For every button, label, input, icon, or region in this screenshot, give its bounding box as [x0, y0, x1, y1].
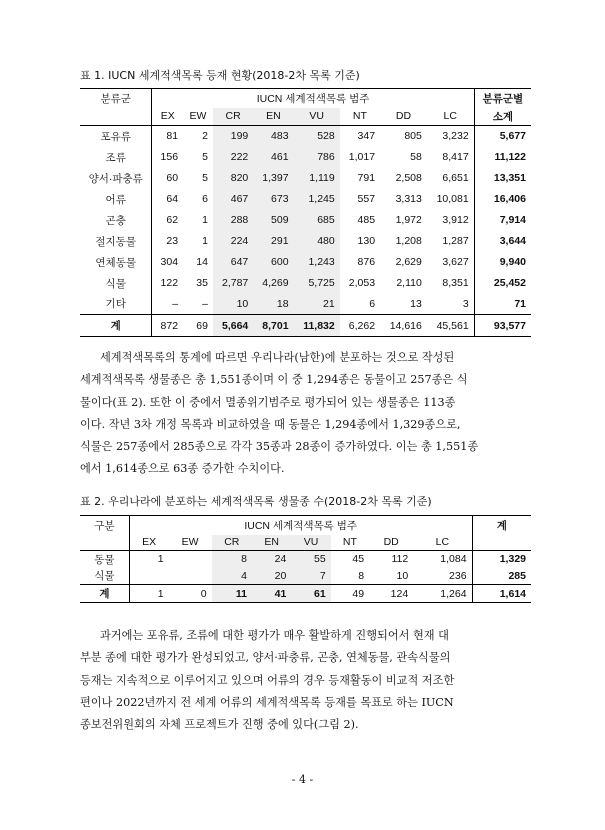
table2-cell: 1,084 [440, 553, 467, 566]
table1-cell: 21 [294, 294, 340, 315]
table2-cell: 24 [252, 551, 291, 568]
table1-cell: 1,119 [294, 168, 340, 189]
table1-row-label: 포유류 [80, 126, 152, 147]
table1-cell: 3 [462, 297, 469, 310]
table1-cell: 81 [166, 130, 179, 143]
table2-category-en: EN [252, 535, 291, 551]
paragraph1-line: 세계적색목록의 통계에 따르면 우리나라(남한)에 분포하는 것으로 작성된 [100, 351, 455, 364]
table1-cell: 3,313 [395, 193, 422, 205]
table1-cell: 1,243 [294, 252, 340, 273]
table1-row-total: 7,914 [474, 210, 531, 231]
table2-category-ew: EW [169, 535, 212, 551]
table1-cell: 14 [196, 256, 208, 268]
table1-cell: 2,053 [348, 277, 376, 289]
table2-sum-label: 계 [80, 585, 129, 603]
table1-sum-cell: 8,701 [253, 315, 293, 337]
table1-cell: 1 [202, 235, 208, 247]
table2-row-total: 285 [472, 568, 531, 585]
table1-row [80, 231, 531, 252]
table2-category-vu: VU [291, 535, 330, 551]
table2-cell: 4 [212, 568, 252, 585]
table1-blank-cell [80, 108, 152, 126]
table1-cell: 3,912 [442, 214, 469, 226]
table1-cell: 1 [202, 214, 208, 226]
table1-cell: 304 [160, 256, 179, 268]
table2-row-total: 1,329 [472, 551, 531, 568]
table1-row-total: 71 [474, 294, 531, 315]
table1-cell: 8,351 [442, 277, 469, 289]
table2-sum-cell: 0 [169, 585, 212, 603]
table1-row-total: 9,940 [474, 252, 531, 273]
table2-category-lc: LC [413, 535, 472, 551]
table1-cell: 156 [160, 151, 179, 163]
table1-cell: 199 [213, 126, 253, 147]
table2-cell: 20 [252, 568, 291, 585]
table1-row-label: 양서·파충류 [80, 168, 152, 189]
table1-cell: 10,081 [436, 193, 469, 205]
table2-grand-total: 1,614 [472, 585, 531, 603]
table1-row-total: 13,351 [474, 168, 531, 189]
table1-cell: 6 [369, 297, 376, 310]
table1-cell: 485 [357, 214, 376, 226]
paragraph1-line: 이다. 작년 3차 개정 목록과 비교하였을 때 동물은 1,294종에서 1,329종으로, [80, 417, 461, 431]
table1-category-ex: EX [152, 108, 183, 126]
table2-sum-cell: 1,264 [413, 585, 472, 603]
table1-row-total: 11,122 [474, 147, 531, 168]
table1-cell: 2,629 [395, 256, 422, 268]
paragraph2-line: 종보전위원회의 자체 프로젝트가 진행 중에 있다(그림 2). [80, 718, 359, 732]
table1-row-label: 어류 [80, 189, 152, 210]
table1-row-label: 절지동물 [80, 231, 152, 252]
table1-cell: 791 [357, 172, 376, 184]
table1-cell: 600 [253, 252, 293, 273]
table1-cell: 467 [213, 189, 253, 210]
page-number: - 4 - [291, 773, 314, 786]
table1-cell: 673 [253, 189, 293, 210]
table1-cell: 18 [253, 294, 293, 315]
table1-sum-cell: 45,561 [427, 315, 474, 337]
table2-group-header: 구분 [80, 516, 129, 535]
table1-row-label: 곤충 [80, 210, 152, 231]
table1-cell: 130 [357, 235, 376, 247]
table1-cell: 1,287 [442, 235, 469, 247]
table1-cell: 347 [357, 130, 376, 143]
table1-sum-cell: 872 [152, 315, 183, 337]
table1-cell: 647 [213, 252, 253, 273]
table1-cell: 62 [166, 214, 179, 226]
table1-grand-total: 93,577 [474, 315, 531, 337]
table1-total-header: 분류군별 [474, 89, 531, 108]
table2-sum-cell: 41 [252, 585, 291, 603]
paragraph2-line: 편이나 2022년까지 전 세계 어류의 세계적색목록 등재를 목표로 하는 IUCN [80, 695, 454, 709]
table2-blank-cell [472, 535, 531, 551]
table1-group-header: 분류군 [80, 89, 152, 108]
table1-sum-row [80, 315, 531, 337]
table2-category-nt: NT [331, 535, 369, 551]
table1-row-total: 16,406 [474, 189, 531, 210]
table1-cell: 288 [213, 210, 253, 231]
table1-cell: 509 [253, 210, 293, 231]
table1-category-en: EN [253, 108, 293, 126]
table1-cell: 1,017 [348, 151, 376, 163]
table1-cell: 3,627 [442, 256, 469, 268]
table2-cell: 8 [212, 551, 252, 568]
table1-row [80, 252, 531, 273]
table1-row-total: 3,644 [474, 231, 531, 252]
table1-cell: 60 [166, 172, 179, 184]
table1-cell: 58 [410, 151, 422, 163]
table1-row [80, 126, 531, 147]
paragraph2-line: 과거에는 포유류, 조류에 대한 평가가 매우 활발하게 진행되어서 현재 대 [100, 629, 449, 642]
table1-sum-cell: 5,664 [213, 315, 253, 337]
table1-cell: 3,232 [442, 130, 469, 143]
table1-cell: 2 [202, 130, 208, 143]
paragraph1-line: 식물은 257종에서 285종으로 각각 35종과 28종이 증가하였다. 이는 총 1,551종 [80, 440, 479, 454]
table1-cell: 876 [357, 256, 376, 268]
table1-cell: 528 [294, 126, 340, 147]
table1-row [80, 294, 531, 315]
paragraph-history [80, 625, 530, 736]
table2-cell: 112 [391, 553, 409, 566]
table1-cell: 5 [202, 151, 208, 163]
table1-cell: 480 [294, 231, 340, 252]
table1-cell: 64 [166, 193, 179, 205]
table2-cell [129, 568, 168, 585]
table2-sum-cell: 1 [129, 585, 168, 603]
table2-cell: 1 [157, 553, 164, 566]
table1-row-total: 25,452 [474, 273, 531, 294]
table2-sum-cell: 49 [331, 585, 369, 603]
table1-row-label: 기타 [80, 294, 152, 315]
table1-cell: 13 [410, 297, 422, 310]
table1-cell: 557 [357, 193, 376, 205]
table2-row [80, 551, 531, 568]
paragraph1-line: 에서 1,614종으로 63종 증가한 수치이다. [80, 462, 285, 476]
table2-cell: 10 [396, 569, 409, 582]
table1-cell: – [172, 297, 179, 310]
table1-row [80, 273, 531, 294]
table2-category-cr: CR [212, 535, 252, 551]
table1-cell: 4,269 [253, 273, 293, 294]
table1-sum-cell: 69 [183, 315, 213, 337]
table1-cell: 23 [166, 235, 179, 247]
paragraph2-line: 부분 종에 대한 평가가 완성되었고, 양서·파충류, 곤충, 연체동물, 관속식물의 [80, 651, 451, 665]
table2-category-dd: DD [369, 535, 413, 551]
table2-row-label: 동물 [80, 551, 129, 568]
table1-cell: 222 [213, 147, 253, 168]
table1-subtotal-header: 소계 [474, 108, 531, 126]
table1-cell: 6,651 [442, 172, 469, 184]
table1-caption: 표 1. IUCN 세계적색목록 등재 현황(2018-2차 목록 기준) [80, 69, 360, 82]
table2-cell: 55 [291, 551, 330, 568]
table1-cell: 786 [294, 147, 340, 168]
table1-category-cr: CR [213, 108, 253, 126]
table2-category-ex: EX [129, 535, 168, 551]
table1-row-label: 조류 [80, 147, 152, 168]
paragraph1-line: 물이다(표 2). 또한 이 중에서 멸종위기범주로 평가되어 있는 생물종은 113종 [80, 395, 456, 409]
table1-cell: 8,417 [442, 151, 469, 163]
table1-cell: 461 [253, 147, 293, 168]
table2-total-header: 계 [472, 516, 531, 535]
table1-row [80, 210, 531, 231]
table1-cell: – [202, 297, 208, 310]
table2-cell: 236 [449, 569, 467, 582]
paragraph2-line: 등재는 지속적으로 이루어지고 있으며 어류의 경우 등재활동이 비교적 저조한 [80, 673, 455, 687]
table1-cell: 1,245 [294, 189, 340, 210]
table1-cell: 5 [202, 172, 208, 184]
table1-sum-cell: 6,262 [340, 315, 380, 337]
table1-category-ew: EW [183, 108, 213, 126]
table1-cell: 2,508 [395, 172, 422, 184]
paragraph1-line: 세계적색목록 생물종은 총 1,551종이며 이 중 1,294종은 동물이고 257종은 식 [80, 373, 468, 387]
table1-row-label: 식물 [80, 273, 152, 294]
table1-cell: 805 [404, 130, 422, 143]
table1-row [80, 189, 531, 210]
table1-cell: 820 [213, 168, 253, 189]
table1-cell: 2,787 [213, 273, 253, 294]
table1-row [80, 168, 531, 189]
table2-sum-cell: 124 [369, 585, 413, 603]
table2-sum-cell: 61 [291, 585, 330, 603]
table1-sum-label: 계 [80, 315, 152, 337]
table2-cell: 7 [291, 568, 330, 585]
table1-cell: 6 [202, 193, 208, 205]
table1-cell: 35 [196, 277, 208, 289]
table2-sum-row [80, 585, 531, 603]
table2-row-label: 식물 [80, 568, 129, 585]
table1-cell: 122 [160, 277, 179, 289]
table2-cell: 45 [352, 553, 365, 566]
table1-sum-cell: 14,616 [380, 315, 427, 337]
table2-caption: 표 2. 우리나라에 분포하는 세계적색목록 생물종 수(2018-2차 목록 기준) [80, 495, 432, 508]
table1-row-label: 연체동물 [80, 252, 152, 273]
table1-cell: 291 [253, 231, 293, 252]
table1-iucn-status [80, 88, 531, 337]
table1-category-nt: NT [340, 108, 380, 126]
table1-cell: 1,397 [253, 168, 293, 189]
table1-category-dd: DD [380, 108, 427, 126]
table1-cell: 685 [294, 210, 340, 231]
table2-cell: 8 [358, 569, 365, 582]
table1-category-lc: LC [427, 108, 474, 126]
table2-row [80, 568, 531, 585]
table1-cell: 10 [213, 294, 253, 315]
table1-row [80, 147, 531, 168]
paragraph-statistics [80, 347, 530, 481]
table2-iucn-header: IUCN 세계적색목록 범주 [129, 516, 472, 535]
table1-cell: 2,110 [396, 277, 422, 289]
table2-cell [169, 551, 212, 568]
table1-cell: 483 [253, 126, 293, 147]
table2-cell [169, 568, 212, 585]
table1-iucn-header: IUCN 세계적색목록 범주 [152, 89, 474, 108]
table1-cell: 224 [213, 231, 253, 252]
table1-cell: 1,208 [395, 235, 422, 247]
table1-cell: 5,725 [294, 273, 340, 294]
table2-korea-species [80, 515, 531, 603]
table1-cell: 1,972 [395, 214, 422, 226]
table2-sum-cell: 11 [212, 585, 252, 603]
table1-row-total: 5,677 [474, 126, 531, 147]
table2-blank-cell [80, 535, 129, 551]
table1-category-vu: VU [294, 108, 340, 126]
table1-sum-cell: 11,832 [294, 315, 340, 337]
